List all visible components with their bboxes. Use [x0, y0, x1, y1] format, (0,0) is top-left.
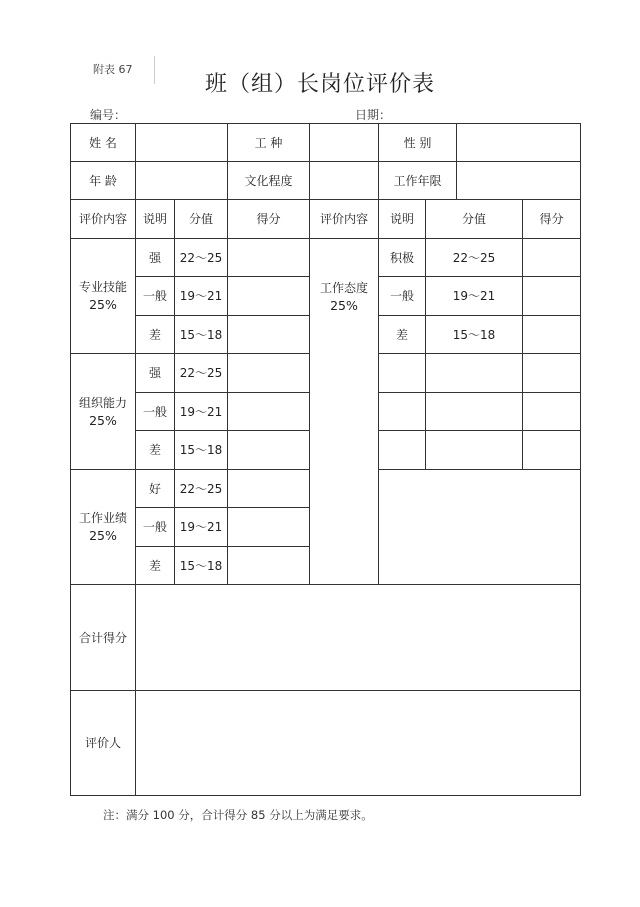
desc-cell: 一般: [136, 393, 175, 431]
header-score-right: 得分: [523, 200, 581, 239]
desc-cell: 强: [136, 239, 175, 277]
section-skill: 专业技能 25%: [71, 239, 136, 354]
page-title: 班（组）长岗位评价表: [204, 72, 435, 97]
range-cell: 22～25: [175, 239, 228, 277]
work-years-label: 工作年限: [379, 162, 457, 200]
job-label: 工 种: [228, 124, 310, 162]
range-cell: 19～21: [175, 508, 228, 547]
header-content: 评价内容: [71, 200, 136, 239]
range-cell: 22～25: [426, 239, 523, 277]
age-value-cell[interactable]: [136, 162, 228, 200]
range-cell: 19～21: [175, 277, 228, 316]
empty-cell: [379, 393, 426, 431]
desc-cell: 积极: [379, 239, 426, 277]
name-value-cell[interactable]: [136, 124, 228, 162]
score-cell[interactable]: [228, 316, 310, 354]
total-row: [71, 585, 581, 691]
empty-cell: [426, 431, 523, 470]
total-value-cell[interactable]: [136, 585, 581, 691]
range-cell: 15～18: [175, 547, 228, 585]
evaluator-label: 评价人: [71, 691, 136, 796]
range-cell: 22～25: [175, 470, 228, 508]
score-cell[interactable]: [523, 239, 581, 277]
range-cell: 22～25: [175, 354, 228, 393]
header-content-right: 评价内容: [310, 200, 379, 239]
desc-cell: 差: [136, 316, 175, 354]
desc-cell: 一般: [136, 277, 175, 316]
desc-cell: 好: [136, 470, 175, 508]
age-label: 年 龄: [71, 162, 136, 200]
table-row: [71, 239, 581, 277]
range-cell: 15～18: [175, 316, 228, 354]
header-score: 得分: [228, 200, 310, 239]
section-attitude: 工作态度 25%: [310, 239, 379, 585]
empty-cell: [523, 431, 581, 470]
header-desc: 说明: [136, 200, 175, 239]
evaluator-value-cell[interactable]: [136, 691, 581, 796]
empty-cell: [426, 393, 523, 431]
info-row-1: [71, 124, 581, 162]
number-label: 编号：: [90, 108, 127, 122]
gender-label: 性 别: [379, 124, 457, 162]
score-cell[interactable]: [228, 239, 310, 277]
empty-cell: [379, 354, 426, 393]
header-row: [71, 200, 581, 239]
desc-cell: 一般: [136, 508, 175, 547]
desc-cell: 差: [136, 547, 175, 585]
range-cell: 19～21: [175, 393, 228, 431]
empty-cell: [379, 470, 581, 585]
score-cell[interactable]: [523, 277, 581, 316]
range-cell: 15～18: [426, 316, 523, 354]
empty-cell: [379, 431, 426, 470]
header-desc-right: 说明: [379, 200, 426, 239]
desc-cell: 差: [136, 431, 175, 470]
desc-cell: 一般: [379, 277, 426, 316]
desc-cell: 强: [136, 354, 175, 393]
score-cell[interactable]: [228, 354, 310, 393]
header-range: 分值: [175, 200, 228, 239]
evaluation-table: [70, 123, 581, 796]
section-organization: 组织能力 25%: [71, 354, 136, 470]
work-years-value-cell[interactable]: [457, 162, 581, 200]
score-cell[interactable]: [228, 547, 310, 585]
empty-cell: [523, 354, 581, 393]
range-cell: 15～18: [175, 431, 228, 470]
name-label: 姓 名: [71, 124, 136, 162]
header-range-right: 分值: [426, 200, 523, 239]
empty-cell: [523, 393, 581, 431]
education-value-cell[interactable]: [310, 162, 379, 200]
empty-cell: [426, 354, 523, 393]
score-cell[interactable]: [228, 470, 310, 508]
range-cell: 19～21: [426, 277, 523, 316]
score-cell[interactable]: [228, 393, 310, 431]
education-label: 文化程度: [228, 162, 310, 200]
gender-value-cell[interactable]: [457, 124, 581, 162]
score-cell[interactable]: [228, 431, 310, 470]
job-value-cell[interactable]: [310, 124, 379, 162]
score-cell[interactable]: [228, 508, 310, 547]
appendix-label: 附表 67: [93, 63, 133, 76]
date-label: 日期：: [355, 108, 392, 122]
section-performance: 工作业绩 25%: [71, 470, 136, 585]
total-label: 合计得分: [71, 585, 136, 691]
footnote: 注：满分 100 分，合计得分 85 分以上为满足要求。: [103, 808, 373, 822]
score-cell[interactable]: [228, 277, 310, 316]
score-cell[interactable]: [523, 316, 581, 354]
info-row-2: [71, 162, 581, 200]
desc-cell: 差: [379, 316, 426, 354]
evaluator-row: [71, 691, 581, 796]
